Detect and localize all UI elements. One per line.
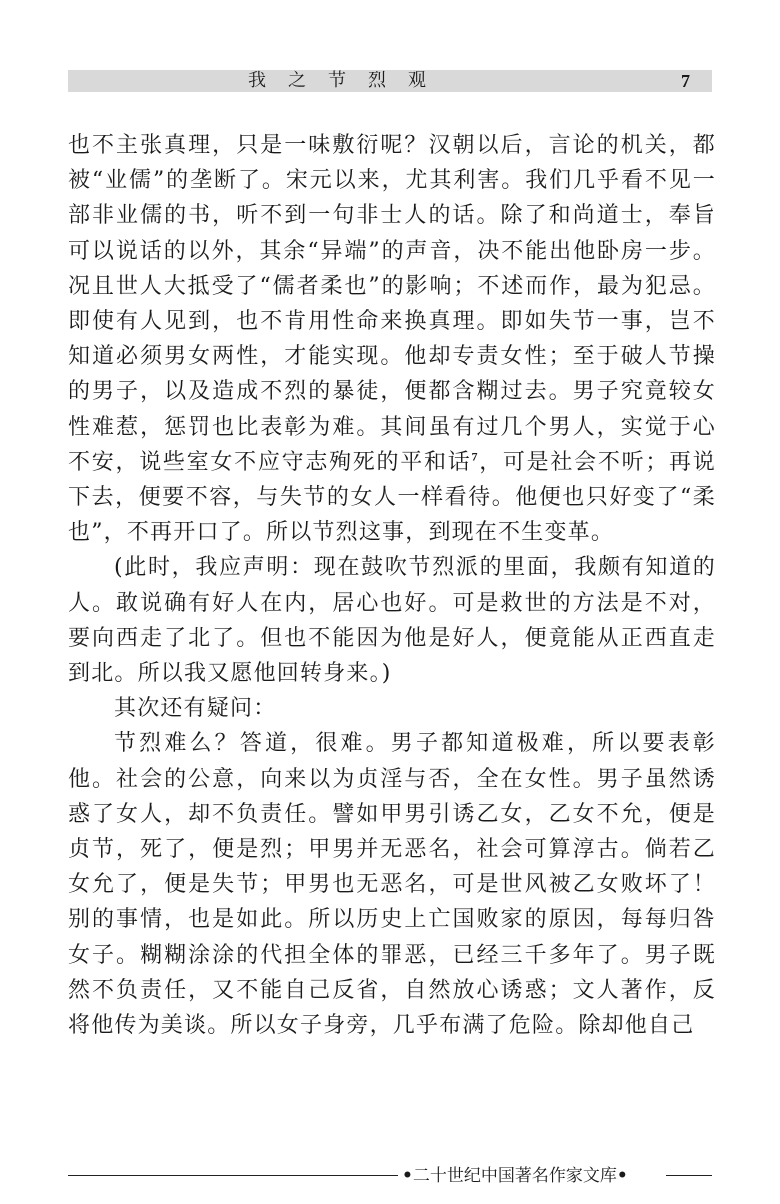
paragraph-3: 其次还有疑问： [114, 696, 277, 722]
chapter-title: 我之节烈观 [248, 70, 448, 91]
paragraph-1-text-b: ，可是社会不听；再说下去，便要不容，与失节的女人一样看待。他便也只好变了“柔也”，不再开口了。所以节烈这事，到现在不生变革。 [68, 449, 716, 546]
paragraph-4: 节烈难么？答道，很难。男子都知道极难，所以要表彰他。社会的公意，向来以为贞淫与否，全在女性。男子虽然诱惑了女人，却不负责任。譬如甲男引诱乙女，乙女不允，便是贞节，死了，便是烈；甲男并无恶名，社会可算淳古。倘若乙女允了，便是失节；甲男也无恶名，可是世风被乙女败坏了！别的事情，也是如此。所以历史上亡国败家的原因，每每归咎女子。糊糊涂涂的代担全体的罪恶，已经三千多年了。男子既然不负责任，又不能自己反省，自然放心诱惑；文人著作，反将他传为美谈。所以女子身旁，几乎布满了危险。除却他自己 [68, 731, 716, 1039]
series-title: 二十世纪中国著名作家文库 [412, 1166, 617, 1186]
footer-dot-left: • [402, 1166, 413, 1186]
running-footer [68, 1164, 712, 1188]
footnote-ref: 7 [471, 449, 479, 464]
page-body [68, 128, 716, 1043]
footer-rule-left [68, 1175, 398, 1176]
page-number: 7 [681, 71, 690, 91]
running-header [68, 70, 712, 92]
footer-rule-right [666, 1175, 712, 1176]
paragraph-1-text-a: 也不主张真理，只是一味敷衍呢？汉朝以后，言论的机关，都被“业儒”的垄断了。宋元以来，尤其利害。我们几乎看不见一部非业儒的书，听不到一句非士人的话。除了和尚道士，奉旨可以说话的以外，其余“异端”的声音，决不能出他卧房一步。况且世人大抵受了“儒者柔也”的影响；不述而作，最为犯忌。即使有人见到，也不肯用性命来换真理。即如失节一事，岂不知道必须男女两性，才能实现。他却专责女性；至于破人节操的男子，以及造成不烈的暴徒，便都含糊过去。男子究竟较女性难惹，惩罚也比表彰为难。其间虽有过几个男人，实觉于心不安，说些室女不应守志殉死的平和话 [68, 133, 716, 475]
footer-dot-right: • [616, 1166, 628, 1186]
paragraph-1 [68, 128, 716, 550]
footer-series [402, 1164, 628, 1188]
paragraph-2: (此时，我应声明：现在鼓吹节烈派的里面，我颇有知道的人。敢说确有好人在内，居心也好。可是救世的方法是不对，要向西走了北了。但也不能因为他是好人，便竟能从正西直走到北。所以我又愿他回转身来。) [68, 555, 716, 687]
